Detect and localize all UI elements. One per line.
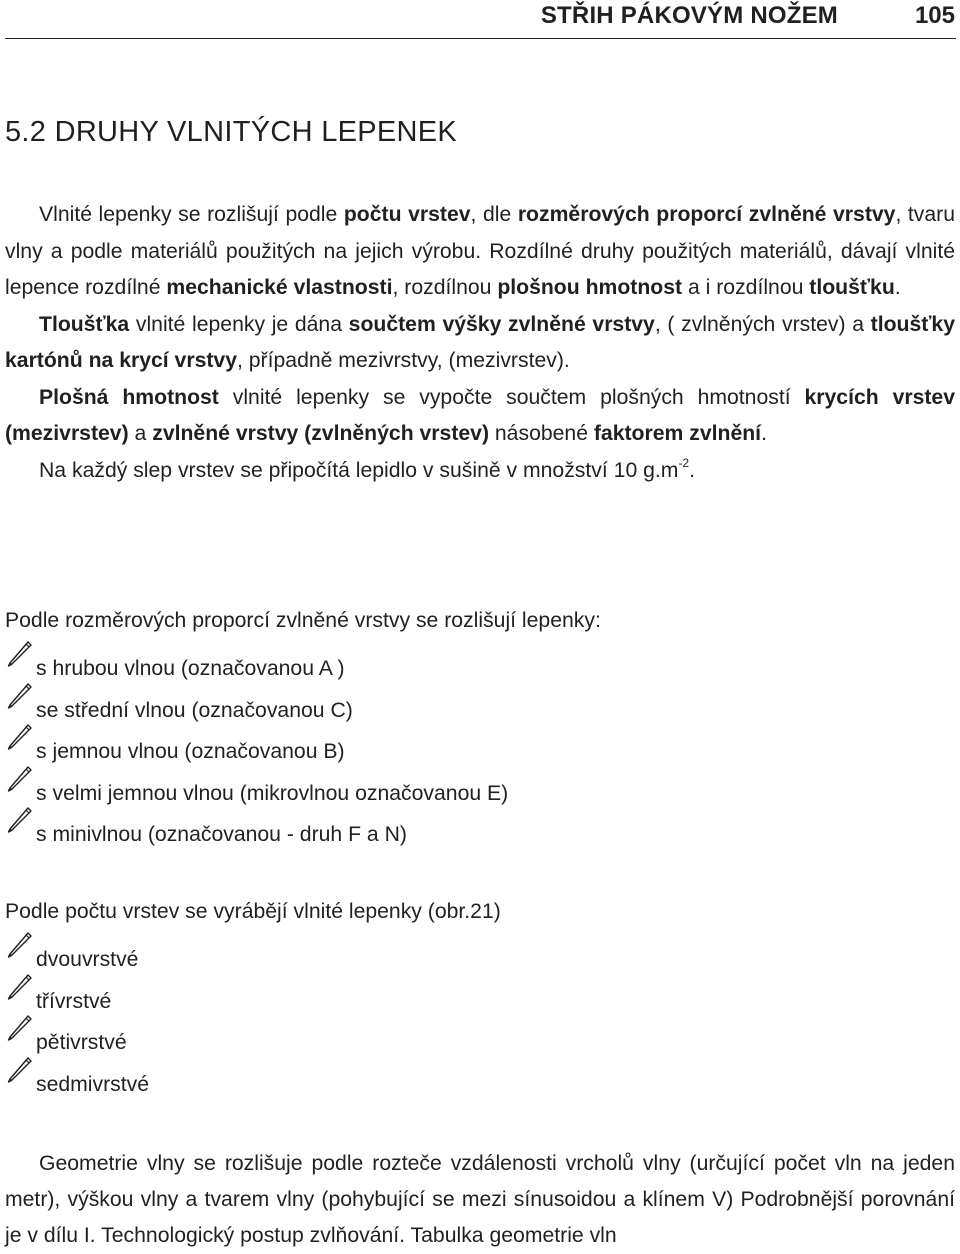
term-dimension-proportions: rozměrových proporcí zvlněné vrstvy <box>517 203 896 226</box>
term-mechanical-properties: mechanické vlastnosti <box>166 276 393 299</box>
running-title: STŘIH PÁKOVÝM NOŽEM <box>540 2 838 29</box>
term-layer-count: počtu vrstev <box>343 203 471 226</box>
header-rule <box>5 38 956 39</box>
list2-intro: Podle počtu vrstev se vyrábějí vlnité lepenky (obr.21) <box>5 900 501 923</box>
closing-paragraph <box>5 1146 955 1254</box>
pencil-icon <box>5 640 33 668</box>
list-item: s velmi jemnou vlnou (mikrovlnou označovanou E) <box>5 779 508 821</box>
section-title: 5.2 DRUHY VLNITÝCH LEPENEK <box>5 116 458 148</box>
list-item: dvouvrstvé <box>5 945 149 987</box>
list1-intro: Podle rozměrových proporcí zvlněné vrstvy se rozlišují lepenky: <box>5 609 601 632</box>
intro-paragraphs <box>5 197 955 489</box>
wave-size-list <box>5 654 508 862</box>
paragraph-glue: Na každý slep vrstev se připočítá lepidlo v sušině v množství 10 $g.m^{-2}$. <box>39 455 695 482</box>
pencil-icon <box>5 765 33 793</box>
paragraph-layer-types: Vlnité lepenky se rozlišují podle počtu vrstev, dle rozměrových proporcí zvlněné vrstvy, tvaru vlny a podle materiálů použitých na jejich výrobu. Rozdílné druhy použitých materiálů, dávají vlnité lepence rozdílné mechanické vlastnosti, rozdílnou plošnou hmotnost a i rozdílnou tloušťku. <box>5 203 955 299</box>
pencil-icon <box>5 931 33 959</box>
list-item: sedmivrstvé <box>5 1070 149 1112</box>
list-item: třívrstvé <box>5 987 149 1029</box>
list-item: s jemnou vlnou (označovanou B) <box>5 737 508 779</box>
list-item: s minivlnou (označovanou - druh F a N) <box>5 820 508 862</box>
pencil-icon <box>5 973 33 1001</box>
pencil-icon <box>5 1056 33 1084</box>
pencil-icon <box>5 682 33 710</box>
term-area-weight: plošnou hmotnost <box>497 276 683 299</box>
page-number: 105 <box>914 2 955 29</box>
pencil-icon <box>5 1014 33 1042</box>
page-header <box>0 0 960 38</box>
term-thickness: tloušťku <box>809 276 895 299</box>
paragraph-area-weight: Plošná hmotnost vlnité lepenky se vypočte součtem plošných hmotností krycích vrstev (mezivrstev) a zvlněné vrstvy (zvlněných vrstev) násobené faktorem zvlnění. <box>5 385 956 445</box>
paragraph-thickness: Tloušťka vlnité lepenky je dána součtem výšky zvlněné vrstvy, ( zvlněných vrstev) a tloušťky kartónů na krycí vrstvy, případně mezivrstvy, (mezivrstev). <box>5 312 955 372</box>
paragraph-wave-geometry: Geometrie vlny se rozlišuje podle rozteče vzdálenosti vrcholů vlny (určující počet vln na jeden metr), výškou vlny a tvarem vlny (pohybující se mezi sínusoidou a klínem V) Podrobnější porovnání je v dílu I. Technologický postup zvlňování. Tabulka geometrie vln <box>5 1152 955 1247</box>
list-item: se střední vlnou (označovanou C) <box>5 696 508 738</box>
pencil-icon <box>5 806 33 834</box>
list-item: s hrubou vlnou (označovanou A ) <box>5 654 508 696</box>
list-item: pětivrstvé <box>5 1028 149 1070</box>
layer-count-list <box>5 945 149 1111</box>
pencil-icon <box>5 723 33 751</box>
